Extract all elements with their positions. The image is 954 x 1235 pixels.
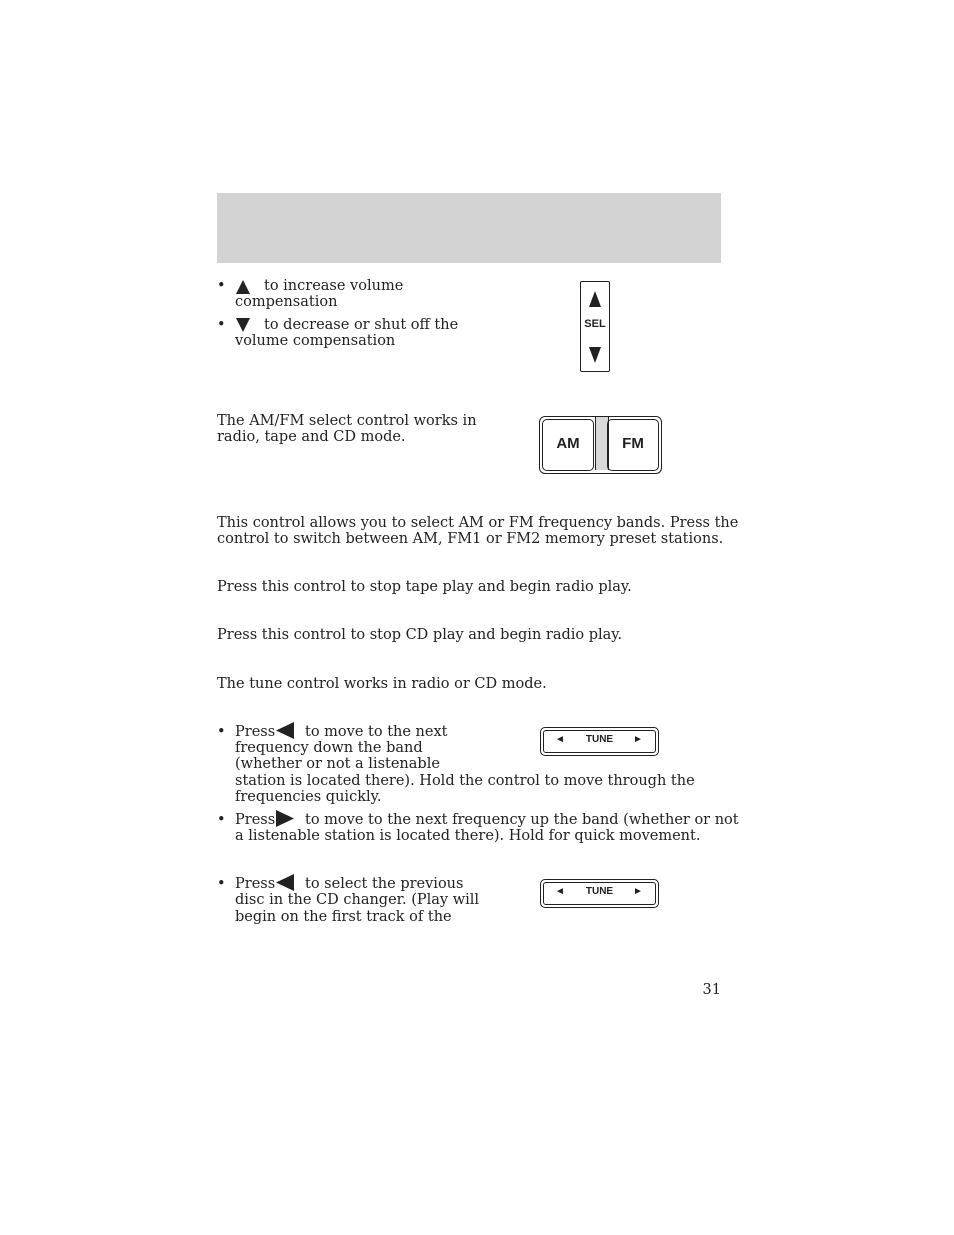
down-arrow-icon [589,347,601,363]
left-arrow-icon [276,874,294,891]
tune-label: TUNE [585,886,614,897]
bullet-marker: • [217,317,226,333]
decrease-volume-text-cont: volume compensation [235,333,396,349]
left-arrow-icon [276,722,294,739]
tune-control-illustration [540,727,659,756]
tune-right-arrow-icon: ► [633,734,643,745]
fm-label: FM [622,435,644,452]
tune-down-text: to move to the next [305,724,448,740]
amfm-intro-line2: radio, tape and CD mode. [217,429,406,445]
am-label: AM [556,435,580,452]
cd-prev-text: to select the previous [305,876,464,892]
press-word: Press [235,812,276,828]
increase-volume-text-cont: compensation [235,294,338,310]
up-arrow-icon [235,279,251,295]
tune-down-text-3: (whether or not a listenable [235,756,440,772]
stop-tape-text: Press this control to stop tape play and begin radio play. [217,579,632,595]
tune-right-arrow-icon: ► [633,886,643,897]
select-bands-line2: control to switch between AM, FM1 or FM2 memory preset stations. [217,531,724,547]
amfm-control-illustration [539,416,662,474]
bullet-marker: • [217,812,226,828]
tune-down-text-2: frequency down the band [235,740,423,756]
tune-label: TUNE [585,734,614,745]
tune-up-text: to move to the next frequency up the band (whether or not [305,812,739,828]
tune-down-text-4: station is located there). Hold the control to move through the [235,773,695,789]
am-button [542,419,594,471]
sel-label: SEL [584,318,606,330]
press-word: Press [235,724,276,740]
tune-up-text-2: a listenable station is located there). Hold for quick movement. [235,828,701,844]
decrease-volume-text: to decrease or shut off the [264,317,459,333]
cd-prev-text-3: begin on the first track of the [235,909,452,925]
section-header-band [217,193,721,263]
select-bands-line1: This control allows you to select AM or FM frequency bands. Press the [217,515,739,531]
sel-control-illustration [580,281,610,372]
stop-cd-text: Press this control to stop CD play and begin radio play. [217,627,623,643]
up-arrow-icon [589,291,601,307]
right-arrow-icon [276,810,294,827]
bullet-marker: • [217,724,226,740]
cd-prev-text-2: disc in the CD changer. (Play will [235,892,480,908]
amfm-intro-line1: The AM/FM select control works in [217,413,477,429]
tune-left-arrow-icon: ◄ [555,734,565,745]
tune-intro-text: The tune control works in radio or CD mode. [217,676,547,692]
down-arrow-icon [235,317,251,333]
bullet-marker: • [217,278,226,294]
page-number: 31 [702,982,721,998]
fm-button [607,419,659,471]
tune-control-illustration [540,879,659,908]
tune-down-text-5: frequencies quickly. [235,789,382,805]
bullet-marker: • [217,876,226,892]
increase-volume-text: to increase volume [264,278,404,294]
press-word: Press [235,876,276,892]
tune-left-arrow-icon: ◄ [555,886,565,897]
